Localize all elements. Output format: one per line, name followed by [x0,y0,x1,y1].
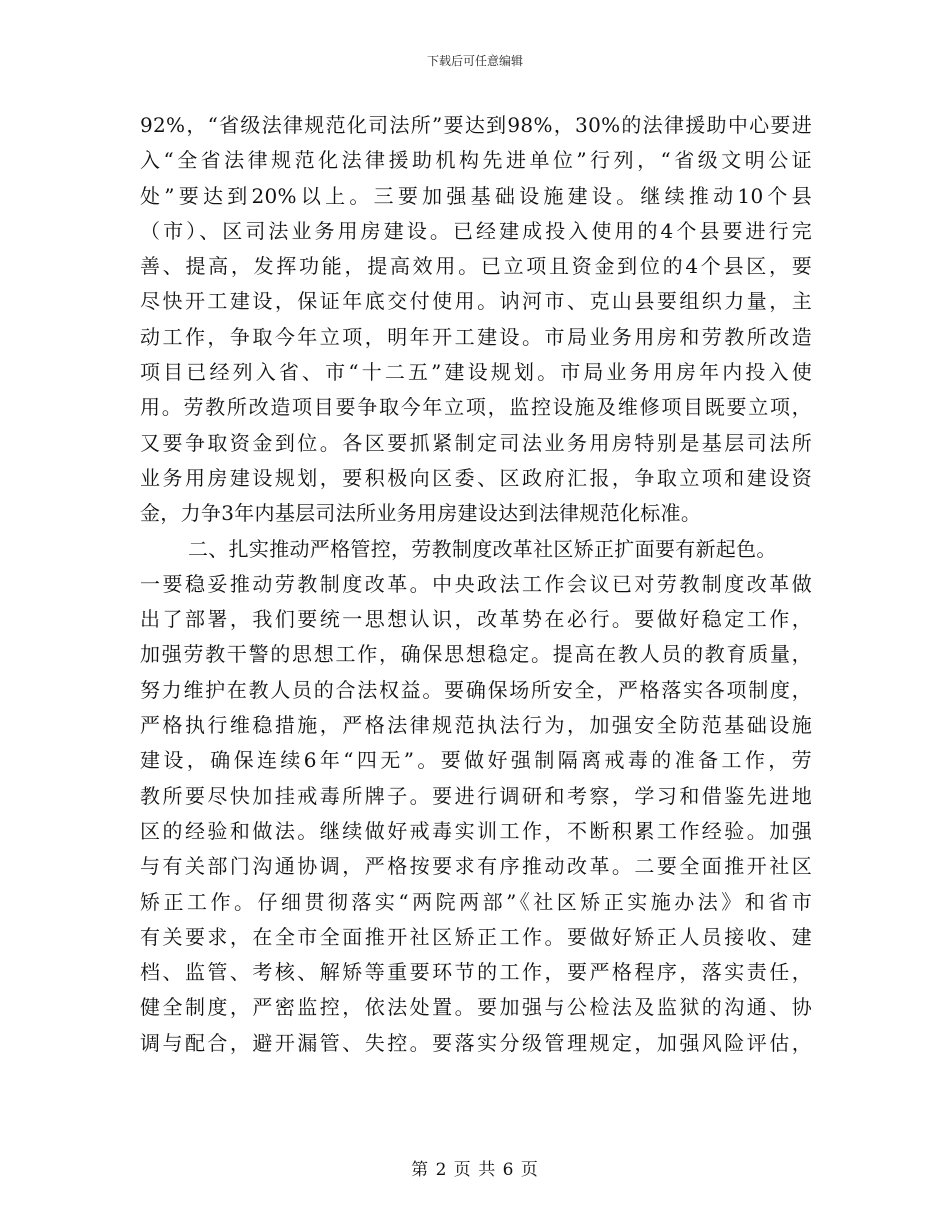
text-line: 一要稳妥推动劳教制度改革。中央政法工作会议已对劳教制度改革做 [140,571,812,596]
text-line: 健全制度，严密监控，依法处置。要加强与公检法及监狱的沟通、协 [140,995,812,1020]
text-line: 努力维护在教人员的合法权益。要确保场所安全，严格落实各项制度， [140,677,812,702]
text-line: 加强劳教干警的思想工作，确保思想稳定。提高在教人员的教育质量， [140,642,812,667]
text-line: 矫正工作。仔细贯彻落实“两院两部”《社区矫正实施办法》和省市 [140,889,812,914]
text-line: 项目已经列入省、市“十二五”建设规划。市局业务用房年内投入使 [140,360,812,385]
page-number: 第 2 页 共 6 页 [411,1160,539,1180]
text-line: 区的经验和做法。继续做好戒毒实训工作，不断积累工作经验。加强 [140,818,812,843]
text-line: 用。劳教所改造项目要争取今年立项，监控设施及维修项目既要立项， [140,395,812,420]
text-line: 入“全省法律规范化法律援助机构先进单位”行列，“省级文明公证 [140,148,812,173]
text-line: 善、提高，发挥功能，提高效用。已立项且资金到位的4个县区，要 [140,254,812,279]
text-line: 金，力争3年内基层司法所业务用房建设达到法律规范化标准。 [140,501,702,526]
text-line: 严格执行维稳措施，严格法律规范执法行为，加强安全防范基础设施 [140,713,812,738]
text-line: 建设，确保连续6年“四无”。要做好强制隔离戒毒的准备工作，劳 [140,748,812,773]
text-line: （市）、区司法业务用房建设。已经建成投入使用的4个县要进行完 [140,218,812,243]
text-line: 动工作，争取今年立项，明年开工建设。市局业务用房和劳教所改造 [140,324,812,349]
text-line: 处”要达到20%以上。三要加强基础设施建设。继续推动10个县 [140,183,812,208]
text-line: 与有关部门沟通协调，严格按要求有序推动改革。二要全面推开社区 [140,854,812,879]
body-text [140,108,812,1061]
page-header: 下载后可任意编辑 [426,54,523,68]
text-line: 业务用房建设规划，要积极向区委、区政府汇报，争取立项和建设资 [140,465,812,490]
text-line: 出了部署，我们要统一思想认识，改革势在必行。要做好稳定工作， [140,607,812,632]
text-line: 档、监管、考核、解矫等重要环节的工作，要严格程序，落实责任， [140,960,812,985]
text-line: 92%，“省级法律规范化司法所”要达到98%，30%的法律援助中心要进 [140,113,812,137]
section-heading-line: 二、扎实推动严格管控，劳教制度改革社区矫正扩面要有新起色。 [188,536,777,561]
text-line: 调与配合，避开漏管、失控。要落实分级管理规定，加强风险评估， [140,1030,812,1055]
text-line: 尽快开工建设，保证年底交付使用。讷河市、克山县要组织力量，主 [140,289,812,314]
text-line: 有关要求，在全市全面推开社区矫正工作。要做好矫正人员接收、建 [140,924,812,949]
text-line: 又要争取资金到位。各区要抓紧制定司法业务用房特别是基层司法所 [140,430,812,455]
text-line: 教所要尽快加挂戒毒所牌子。要进行调研和考察，学习和借鉴先进地 [140,783,812,808]
